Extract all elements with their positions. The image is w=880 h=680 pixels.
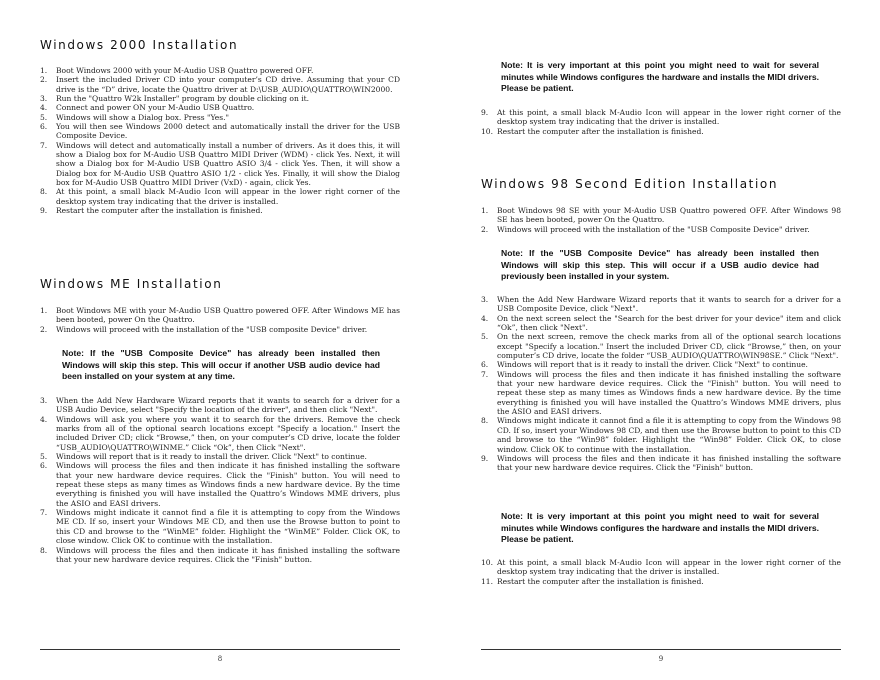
list-item <box>481 295 841 314</box>
step-text: Boot Windows 98 SE with your M-Audio USB Quattro powered OFF. After Windows 98 SE has been booted, power On the Quattro. <box>497 206 841 225</box>
step-text: Windows will proceed with the installation of the "USB composite Device" driver. <box>56 324 368 334</box>
step-number: 5. <box>40 112 48 122</box>
step-text: At this point, a small black M-Audio Icon will appear in the lower right corner of the desktop system tray indicating that the driver is installed. <box>497 558 841 577</box>
step-text: Restart the computer after the installation is finished. <box>497 576 704 586</box>
step-text: On the next screen select the "Search for the best driver for your device" item and click “Ok”, then click "Next". <box>497 313 841 333</box>
step-number: 8. <box>481 416 489 426</box>
list-item <box>40 66 400 75</box>
list-item <box>481 332 841 360</box>
page-number: 8 <box>217 655 223 663</box>
step-text: Windows will show a Dialog box. Press "Yes." <box>56 112 230 122</box>
step-text: Windows will proceed with the installation of the "USB Composite Device" driver. <box>497 224 810 234</box>
windows-me-heading: Windows ME Installation <box>40 277 223 291</box>
step-text: Windows will process the files and then indicate it has finished installing the software that your new hardware device requires. Click the "Finish" button. You will need to repeat these step as many times as Windows finds a new hardware device. By the time everything is finished you will have installed the Quattro’s Windows MME drivers, plus the ASIO and EASI drivers. <box>497 369 841 417</box>
step-text: Restart the computer after the installation is finished. <box>497 126 704 136</box>
step-number: 11. <box>481 576 494 586</box>
windows-me-note: Note: If the "USB Composite Device" has already been installed then Windows will skip this step. This will occur if another USB audio device had been installed on your system at any time. <box>62 348 380 382</box>
step-number: 10. <box>481 126 494 136</box>
step-number: 9. <box>481 453 489 463</box>
step-number: 7. <box>40 508 48 518</box>
step-number: 2. <box>40 324 48 334</box>
list-item <box>40 508 400 545</box>
step-number: 9. <box>481 108 489 117</box>
step-number: 3. <box>40 396 48 405</box>
list-item <box>40 141 400 188</box>
footer-rule <box>481 649 841 650</box>
step-number: 1. <box>40 306 48 315</box>
step-number: 6. <box>40 461 48 471</box>
windows-98se-steps-b <box>481 295 841 473</box>
step-number: 9. <box>40 206 48 216</box>
list-item <box>40 546 400 565</box>
footer-rule <box>40 649 400 650</box>
step-text: Boot Windows ME with your M-Audio USB Quattro powered OFF. After Windows ME has been booted, power On the Quattro. <box>56 306 400 325</box>
list-item <box>40 452 400 461</box>
windows-2000-steps <box>40 66 400 216</box>
step-text: Windows might indicate it cannot find a file it is attempting to copy from the Windows ME CD. If so, insert your Windows ME CD, and then use the Browse button to point to this CD and browse to the “WinME” folder. Highlight the “WinME” Folder. Click OK, to close window. Click OK to continue with the installation. <box>56 508 400 546</box>
list-item <box>40 122 400 141</box>
step-number: 8. <box>40 545 48 555</box>
step-number: 5. <box>481 332 489 342</box>
step-number: 10. <box>481 558 494 567</box>
step-number: 3. <box>40 94 48 104</box>
step-number: 4. <box>40 414 48 424</box>
step-number: 2. <box>481 224 489 234</box>
step-text: Windows will detect and automatically install a number of drivers. As it does this, it will show a Dialog box for M-Audio USB Quattro MIDI Driver (WDM) - click Yes. Next, it will show a Dialog box for M-Audio USB Quattro ASIO 3/4 - click Yes. Then, it will show a Dialog box for M-Audio USB Quattro ASIO 1/2 - click Yes. Finally, it will show the Dialog box for M-Audio USB Quattro MIDI Driver (VxD) - again, click Yes. <box>56 140 400 188</box>
step-number: 6. <box>40 122 48 132</box>
windows-98se-steps-c <box>481 558 841 586</box>
windows-98se-heading: Windows 98 Second Edition Installation <box>481 177 779 191</box>
step-text: You will then see Windows 2000 detect and automatically install the driver for the USB Composite Device. <box>56 122 400 141</box>
list-item <box>40 306 400 325</box>
list-item <box>40 187 400 206</box>
left-page <box>40 0 400 680</box>
list-item <box>40 396 400 415</box>
list-item <box>481 416 841 453</box>
step-text: At this point, a small black M-Audio Icon will appear in the lower right corner of the desktop system tray indicating that the driver is installed. <box>56 187 400 206</box>
list-item <box>481 558 841 577</box>
step-text: Restart the computer after the installation is finished. <box>56 206 263 216</box>
step-text: Run the "Quattro W2k Installer" program by double clicking on it. <box>56 94 310 104</box>
list-item <box>481 206 841 225</box>
list-item <box>481 314 841 333</box>
step-number: 6. <box>481 360 489 370</box>
list-item <box>481 127 841 136</box>
step-number: 4. <box>40 103 48 113</box>
windows-me-steps-b <box>40 396 400 564</box>
step-text: Windows will process the files and then indicate it has finished installing the software that your new hardware device requires. Click the "Finish" button. <box>497 453 841 473</box>
list-item <box>40 113 400 122</box>
top-note: Note: It is very important at this point you might need to wait for several minutes while Windows configures the hardware and installs the MIDI drivers. Please be patient. <box>501 60 819 94</box>
list-item <box>481 360 841 369</box>
step-text: Windows will process the files and then indicate it has finished installing the software that your new hardware device requires. Click the "Finish" button. You will need to repeat these steps as many times as Windows finds a new hardware device. By the time everything is finished you will have installed the Quattro’s Windows MME drivers, plus the ASIO and EASI drivers. <box>56 461 400 508</box>
step-text: When the Add New Hardware Wizard reports that it wants to search for a driver for a USB Audio Device, select "Specify the location of the driver", and then click "Next". <box>56 396 400 415</box>
step-text: Windows will report that is it ready to install the driver. Click "Next" to continue. <box>56 452 367 462</box>
step-number: 1. <box>481 206 489 215</box>
windows-2000-heading: Windows 2000 Installation <box>40 38 239 52</box>
step-text: Windows will ask you where you want it to search for the drivers. Remove the check marks from all of the optional search locations except "Specify a location." Insert the included Driver CD; click “Browse,” then, on your computer’s CD drive, locate the folder “USB_AUDIO\QUATTRO\WINME.” Click “Ok”, then Click "Next". <box>56 414 400 452</box>
list-item <box>40 94 400 103</box>
step-number: 4. <box>481 313 489 323</box>
step-text: Windows will report that is it ready to install the driver. Click "Next" to continue. <box>497 360 808 370</box>
step-text: Connect and power ON your M-Audio USB Quattro. <box>56 103 255 113</box>
windows-98se-note-1: Note: If the "USB Composite Device" has already been installed then Windows will skip this step. This will occur if a USB audio device had previously been installed in your system. <box>501 248 819 282</box>
list-item <box>40 75 400 94</box>
step-number: 3. <box>481 295 489 304</box>
page-number: 9 <box>658 655 664 663</box>
list-item <box>481 225 841 234</box>
step-number: 7. <box>481 369 489 379</box>
continued-steps <box>481 108 841 136</box>
list-item <box>481 108 841 127</box>
step-number: 2. <box>40 75 48 85</box>
step-text: When the Add New Hardware Wizard reports that it wants to search for a driver for a USB Composite Device, click "Next". <box>497 295 841 314</box>
step-number: 1. <box>40 66 48 75</box>
list-item <box>40 461 400 508</box>
list-item <box>481 370 841 417</box>
list-item <box>40 415 400 452</box>
list-item <box>40 325 400 334</box>
step-text: Insert the included Driver CD into your computer’s CD drive. Assuming that your CD drive is the “D” drive, locate the Quattro driver at D:\USB_AUDIO\QUATTRO\WIN2000. <box>56 75 400 94</box>
step-text: Windows will process the files and then indicate it has finished installing the software that your new hardware device requires. Click the "Finish" button. <box>56 545 400 564</box>
windows-98se-note-2: Note: It is very important at this point you might need to wait for several minutes while Windows configures the hardware and installs the MIDI drivers. Please be patient. <box>501 511 819 545</box>
windows-me-steps-a <box>40 306 400 334</box>
list-item <box>40 103 400 112</box>
step-text: On the next screen, remove the check marks from all of the optional search locations except "Specify a location." Insert the included Driver CD, click “Browse,” then, on your computer’s CD drive, locate the folder “USB_AUDIO\QUATTRO\WIN98SE.” Click "Next". <box>497 332 841 361</box>
right-page <box>481 0 841 680</box>
step-text: Windows might indicate it cannot find a file it is attempting to copy from the Windows 98 CD. If so, insert your Windows 98 CD, and then use the Browse button to point to this CD and browse to the “Win98” folder. Highlight the “Win98” Folder. Click OK, to close window. Click OK to continue with the installation. <box>497 416 841 454</box>
list-item <box>40 206 400 215</box>
list-item <box>481 577 841 586</box>
step-text: At this point, a small black M-Audio Icon will appear in the lower right corner of the desktop system tray indicating that the driver is installed. <box>497 108 841 127</box>
windows-98se-steps-a <box>481 206 841 234</box>
step-number: 8. <box>40 187 48 197</box>
list-item <box>481 454 841 473</box>
step-number: 5. <box>40 452 48 462</box>
step-text: Boot Windows 2000 with your M-Audio USB Quattro powered OFF. <box>56 66 314 75</box>
step-number: 7. <box>40 140 48 150</box>
